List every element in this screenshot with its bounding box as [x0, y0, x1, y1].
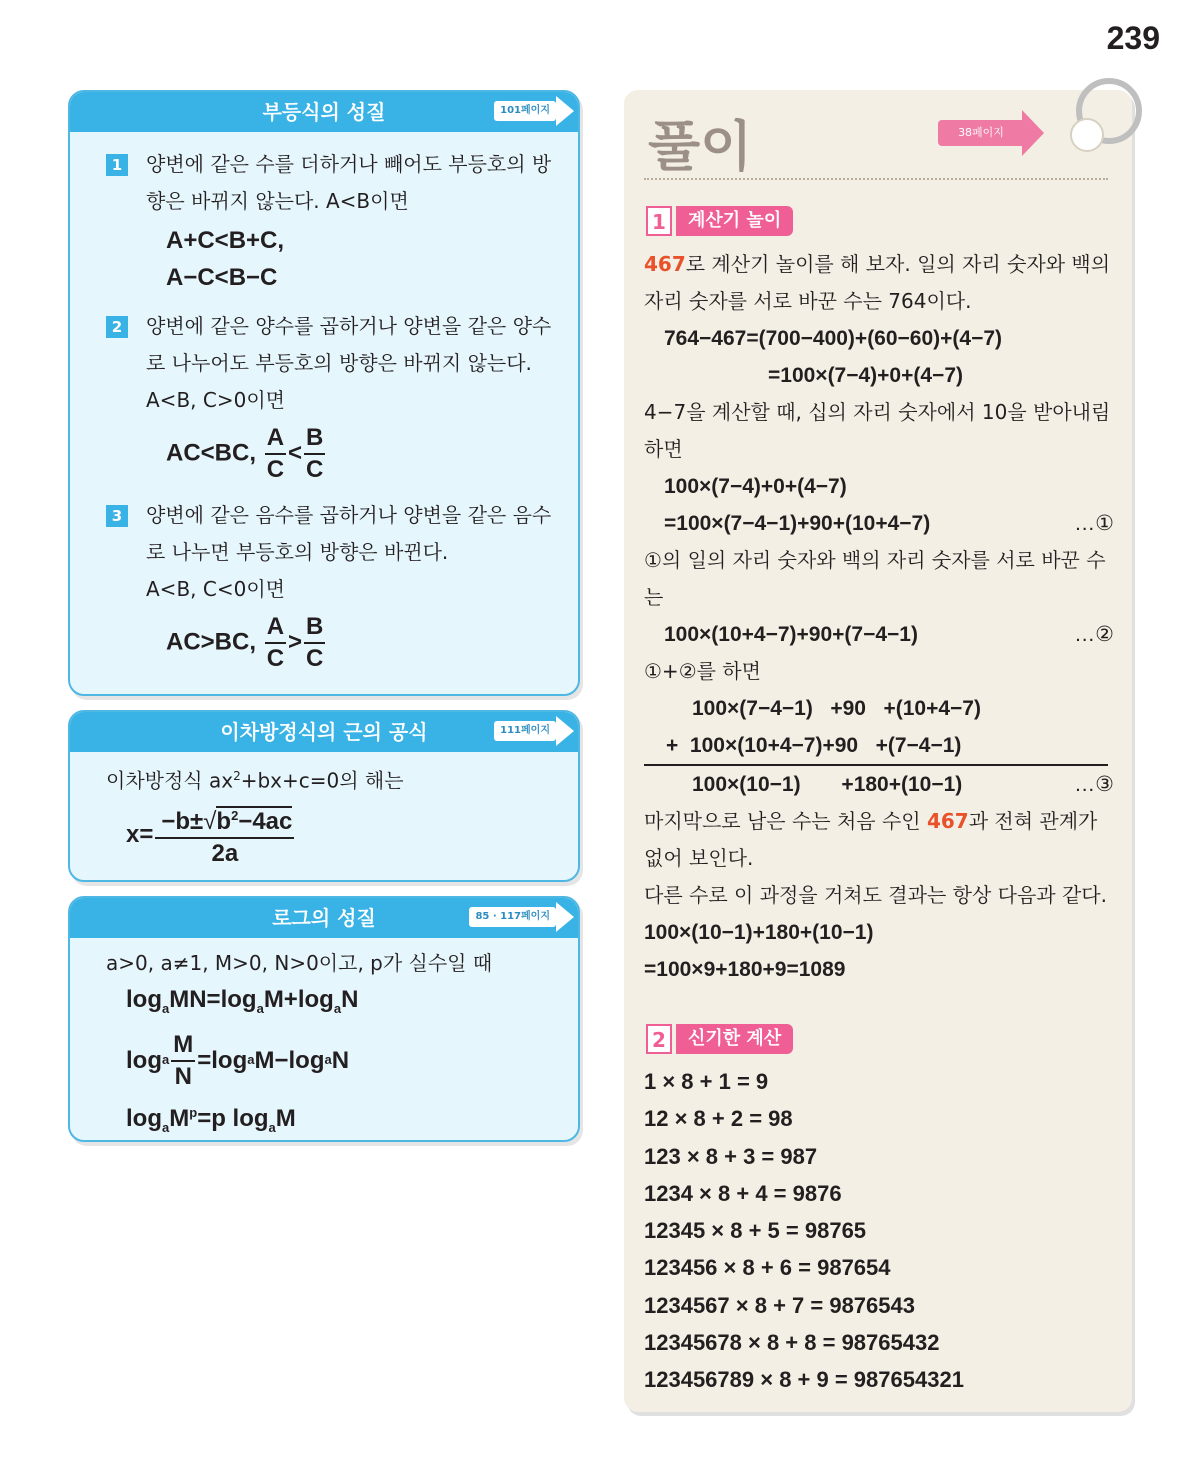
item-number-badge: 3 [106, 505, 128, 527]
fraction-numerator: B [304, 423, 325, 455]
intro-text: +bx+c=0의 해는 [240, 768, 404, 793]
fraction [265, 612, 286, 674]
inequality-card-title: 부등식의 성질 [262, 100, 386, 124]
paragraph: ①의 일의 자리 숫자와 백의 자리 숫자를 서로 바꾼 수는 [644, 548, 1106, 609]
section-number: 1 [646, 206, 672, 236]
addition-row: 100×(7−4−1) +90 +(10+4−7) [692, 697, 981, 720]
item-condition: A<B, C<0이면 [146, 577, 285, 601]
log-formula-3 [106, 1093, 558, 1142]
equation-text: =100×(7−4−1)+90+(10+4−7) [664, 512, 931, 535]
log-base: a [162, 1000, 170, 1016]
quadratic-card [68, 710, 580, 882]
quadratic-card-body [70, 752, 578, 869]
log-text: log [126, 1046, 162, 1074]
formula-text: AC>BC, [166, 628, 257, 656]
equation: 100×(7−4)+0+(4−7) [664, 475, 847, 498]
formula [146, 612, 558, 674]
paragraph [644, 246, 1114, 320]
quadratic-card-title: 이차방정식의 근의 공식 [220, 720, 428, 744]
paragraph: 다른 수로 이 과정을 거쳐도 결과는 항상 다음과 같다. [644, 883, 1107, 907]
log-text: log [220, 986, 257, 1013]
arrow-right-icon [556, 96, 574, 126]
equation-marker: …③ [1074, 773, 1114, 796]
formula-part: MN= [169, 986, 221, 1013]
log-base: a [162, 1051, 170, 1067]
inequality-item [106, 308, 558, 485]
log-base: a [333, 1000, 342, 1016]
sequence-line: 12345678 × 8 + 8 = 98765432 [644, 1330, 940, 1356]
inequality-card [68, 90, 580, 696]
log-formula-2 [106, 1029, 558, 1093]
formula-lhs: x= [126, 820, 154, 848]
arrow-right-icon [1022, 110, 1044, 156]
formula-part: M [275, 1104, 296, 1132]
equation [644, 505, 1114, 542]
sequence-line: 1234 × 8 + 4 = 9876 [644, 1180, 842, 1206]
equation: 100×(10−1)+180+(10−1) [644, 921, 874, 944]
fraction-denominator: 2a [211, 839, 239, 867]
log-base: a [324, 1051, 332, 1067]
sequence-line: 123456789 × 8 + 9 = 987654321 [644, 1367, 964, 1393]
page-ref-badge[interactable]: 85 · 117페이지 [469, 907, 556, 927]
item-condition: A<B, C>0이면 [146, 388, 285, 412]
fraction [304, 612, 325, 674]
section-1-content [644, 246, 1114, 988]
equation: =100×9+180+9=1089 [644, 958, 846, 981]
paragraph: 4−7을 계산할 때, 십의 자리 숫자에서 10을 받아내림하면 [644, 400, 1111, 461]
paragraph-text: 로 계산기 놀이를 해 보자. 일의 자리 숫자와 백의 자리 숫자를 서로 바꾼 수는 764이다. [644, 252, 1111, 313]
magic-sequence-list [644, 1063, 1114, 1399]
inequality-operator: < [288, 439, 303, 467]
log-base: a [268, 1119, 276, 1135]
log-intro: a>0, a≠1, M>0, N>0이고, p가 실수일 때 [106, 951, 493, 975]
log-base: a [247, 1051, 255, 1067]
log-card [68, 896, 580, 1142]
paragraph [644, 803, 1114, 877]
section-title: 계산기 놀이 [676, 206, 793, 236]
log-text: log [126, 1104, 162, 1132]
paragraph-text: 마지막으로 남은 수는 처음 수인 [644, 809, 927, 833]
log-text: log [126, 986, 162, 1013]
log-base: a [162, 1119, 170, 1135]
page-ref-badge[interactable]: 111페이지 [494, 721, 556, 741]
equation [644, 616, 1114, 653]
item-number-badge: 2 [106, 316, 128, 338]
item-text: 양변에 같은 수를 더하거나 빼어도 부등호의 방향은 바뀌지 않는다. A<B이면 [146, 152, 552, 213]
fraction-denominator: C [306, 456, 324, 483]
fraction-denominator: C [306, 645, 324, 672]
log-text: log [211, 1046, 248, 1074]
inequality-item [106, 497, 558, 674]
addition-result [644, 766, 1114, 803]
log-card-body [70, 938, 578, 1142]
page-number: 239 [1106, 20, 1160, 56]
inequality-item [106, 146, 558, 296]
log-text: log [232, 1104, 269, 1132]
fraction [265, 423, 286, 485]
section-number: 2 [646, 1024, 672, 1054]
equation-text: 100×(10−1) +180+(10−1) [692, 773, 963, 796]
highlight-number: 467 [644, 252, 686, 276]
formula-part: M+ [263, 986, 298, 1013]
fraction-numerator: B [304, 612, 325, 644]
fraction-numerator: M [171, 1030, 195, 1062]
paragraph-text: 과 전혀 관계가 없어 보인다. [644, 809, 1098, 870]
log-base: a [256, 1000, 264, 1016]
log-text: log [288, 1046, 325, 1074]
sequence-line: 1234567 × 8 + 7 = 9876543 [644, 1292, 915, 1318]
fraction [304, 423, 325, 485]
fraction [171, 1030, 195, 1092]
quadratic-formula [106, 801, 558, 869]
sequence-line: 12 × 8 + 2 = 98 [644, 1106, 793, 1132]
formula-part: N [331, 1046, 350, 1074]
formula: A−C<B−C [166, 264, 278, 291]
item-number-badge: 1 [106, 154, 128, 176]
page-ref-badge[interactable]: 101페이지 [494, 101, 556, 121]
quadratic-intro [106, 760, 558, 797]
numerator-part: −b± [161, 807, 204, 835]
formula-part: M− [254, 1046, 289, 1074]
fraction-numerator [155, 801, 294, 839]
fraction-denominator: C [266, 645, 285, 672]
sequence-line: 1 × 8 + 1 = 9 [644, 1069, 769, 1094]
exponent: p [189, 1104, 198, 1120]
solution-title: 풀이 [648, 115, 753, 178]
equation-marker: …① [1074, 512, 1114, 535]
inequality-card-body [70, 132, 578, 688]
addition-row: + 100×(10+4−7)+90 +(7−4−1) [644, 727, 1108, 766]
section-header [646, 206, 793, 236]
section-title: 신기한 계산 [676, 1024, 793, 1054]
formula: A+C<B+C, [166, 227, 285, 254]
numerator-part: −4ac [238, 807, 293, 835]
sequence-line: 123 × 8 + 3 = 987 [644, 1143, 818, 1169]
fraction-numerator: A [265, 423, 286, 455]
fraction-denominator: C [266, 456, 285, 483]
formula-part: N [341, 986, 359, 1013]
section-header [646, 1024, 793, 1054]
equation: =100×(7−4)+0+(4−7) [768, 364, 963, 387]
log-card-header [70, 898, 578, 938]
formula-text: AC<BC, [166, 439, 257, 467]
exponent: 2 [231, 807, 239, 823]
formula-part: = [197, 1046, 212, 1074]
formula-part: M [169, 1104, 190, 1132]
punch-hole [1070, 118, 1104, 152]
arrow-right-icon [556, 902, 574, 932]
sequence-line: 12345 × 8 + 5 = 98765 [644, 1218, 867, 1244]
log-formula-1 [106, 980, 558, 1029]
equation: 764−467=(700−400)+(60−60)+(4−7) [664, 327, 1003, 350]
formula-part: =p [197, 1104, 233, 1132]
exponent: 2 [233, 769, 241, 783]
highlight-number: 467 [926, 809, 969, 833]
item-text: 양변에 같은 음수를 곱하거나 양변을 같은 음수로 나누면 부등호의 방향은 바뀐다. [146, 503, 552, 564]
divider [644, 178, 1108, 180]
solution-panel [624, 90, 1132, 1412]
log-text: log [297, 986, 334, 1013]
inequality-card-header [70, 92, 578, 132]
inequality-operator: > [288, 628, 303, 656]
sqrt-icon: √ [203, 807, 217, 835]
fraction-numerator: A [265, 612, 286, 644]
numerator-part: b [216, 807, 232, 835]
item-text: 양변에 같은 양수를 곱하거나 양변을 같은 양수로 나누어도 부등호의 방향은 바뀌지 않는다. [146, 314, 552, 375]
intro-text: 이차방정식 ax [106, 768, 234, 793]
sequence-line: 123456 × 8 + 6 = 987654 [644, 1255, 891, 1281]
fraction [155, 801, 294, 869]
quadratic-card-header [70, 712, 578, 752]
fraction-denominator: N [174, 1062, 192, 1090]
page-ref-badge[interactable]: 38페이지 [938, 120, 1024, 146]
log-card-title: 로그의 성질 [272, 906, 376, 930]
equation-text: 100×(10+4−7)+90+(7−4−1) [664, 623, 918, 646]
equation-marker: …② [1074, 623, 1114, 646]
arrow-right-icon [556, 716, 574, 746]
formula [146, 423, 558, 485]
paragraph: ①+②를 하면 [644, 659, 761, 683]
